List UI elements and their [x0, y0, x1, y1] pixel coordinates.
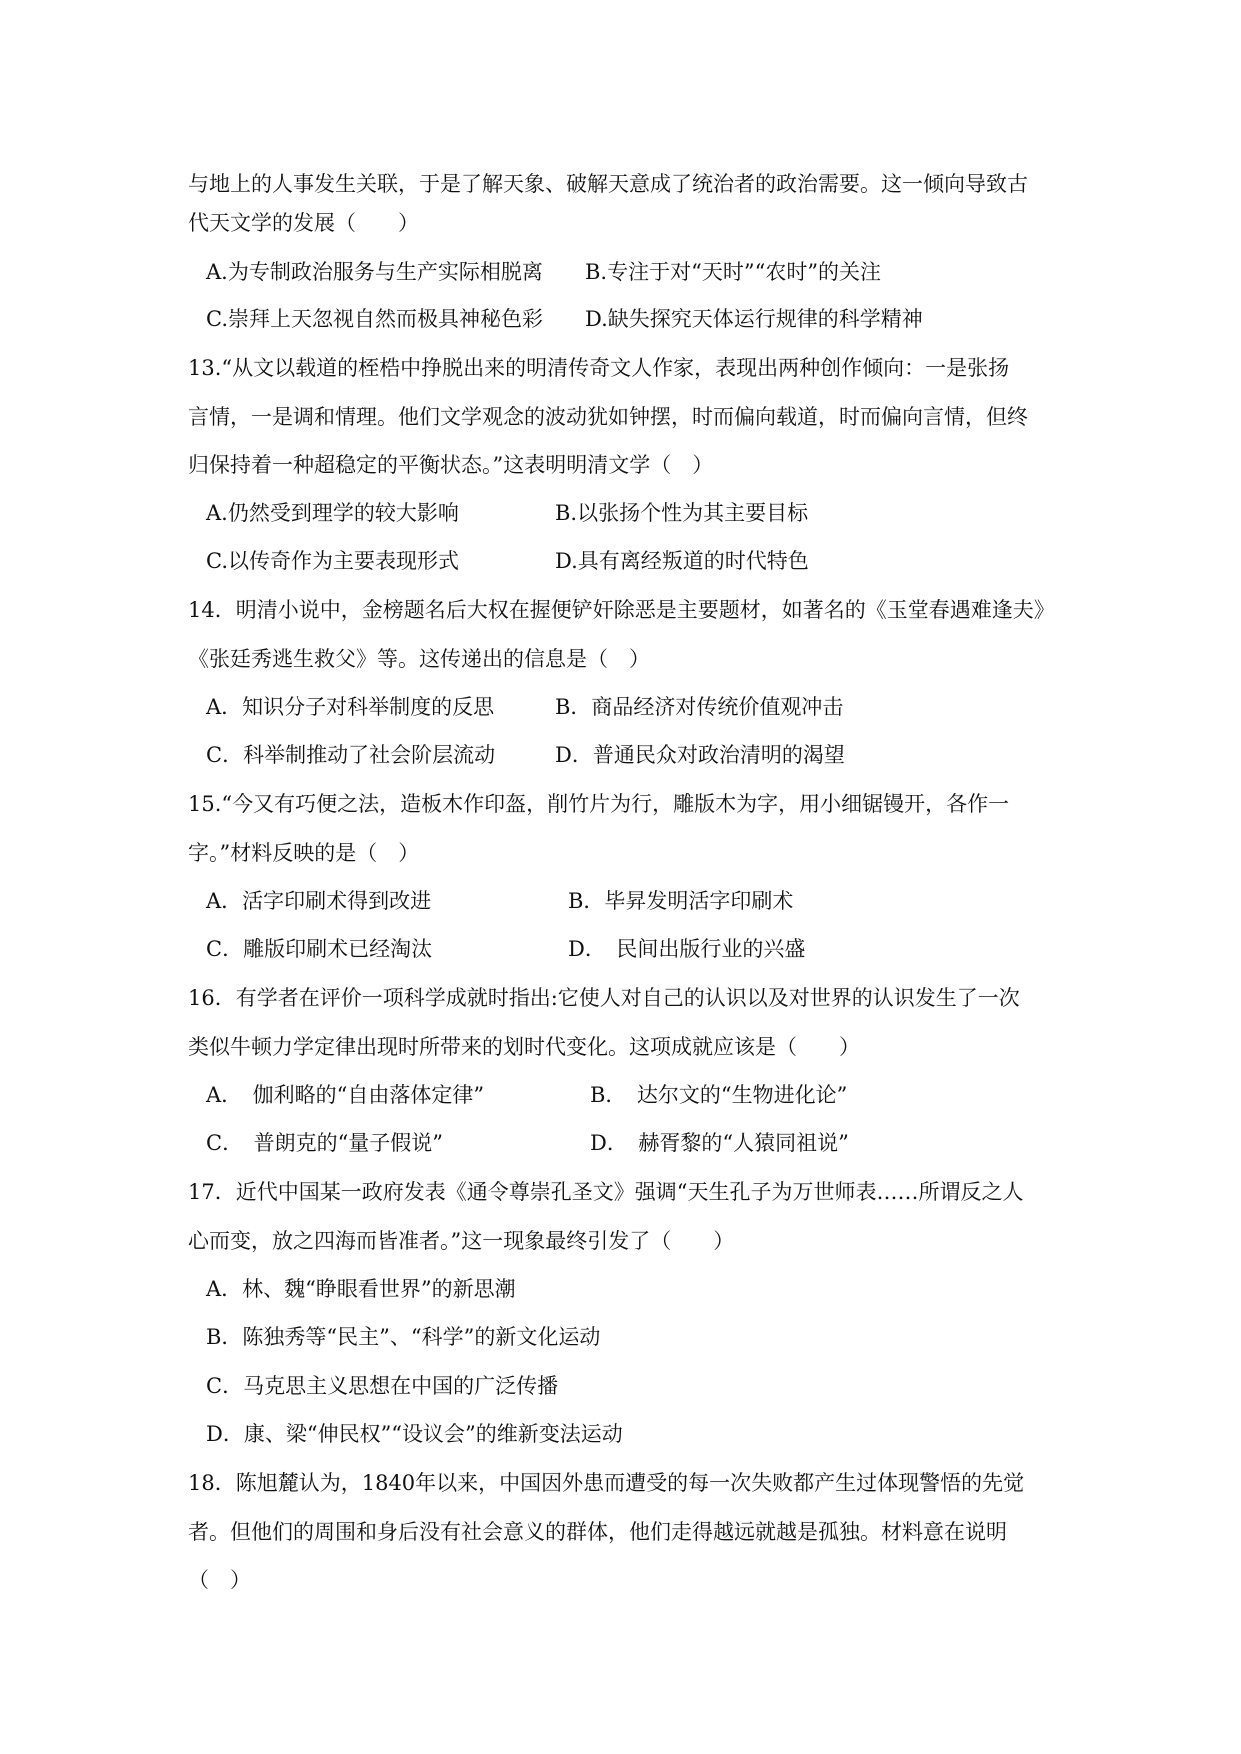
q14-option-c: C．科举制推动了社会阶层流动: [206, 743, 496, 767]
q13-line-3: 归保持着一种超稳定的平衡状态。”这表明明清文学（ ）: [188, 453, 714, 477]
q15-option-a: A．活字印刷术得到改进: [206, 889, 432, 913]
q13-option-b: B.以张扬个性为其主要目标: [555, 501, 809, 525]
q16-line-1: 16．有学者在评价一项科学成就时指出:它使人对自己的认识以及对世界的认识发生了一次: [188, 986, 1020, 1010]
q12-option-d: D.缺失探究天体运行规律的科学精神: [585, 307, 923, 331]
q16-option-a: A． 伽利略的“自由落体定律”: [206, 1083, 485, 1107]
q13-option-a: A.仍然受到理学的较大影响: [206, 501, 459, 525]
q12-line-2: 代天文学的发展（ ）: [188, 211, 419, 235]
q16-option-d: D． 赫胥黎的“人猿同祖说”: [590, 1131, 849, 1155]
q14-option-d: D．普通民众对政治清明的渴望: [555, 743, 845, 767]
q14-option-b: B．商品经济对传统价值观冲击: [555, 695, 844, 719]
q15-line-2: 字。”材料反映的是（ ）: [188, 841, 420, 865]
q15-option-c: C．雕版印刷术已经淘汰: [206, 937, 433, 961]
q16-option-c: C． 普朗克的“量子假说”: [206, 1131, 444, 1155]
q16-option-b: B． 达尔文的“生物进化论”: [590, 1083, 848, 1107]
q15-line-1: 15.“今又有巧便之法，造板木作印盔，削竹片为行，雕版木为字，用小细锯镘开，各作一: [188, 792, 1010, 816]
q18-line-2: 者。但他们的周围和身后没有社会意义的群体，他们走得越远就越是孤独。材料意在说明: [188, 1520, 1007, 1544]
q12-line-1: 与地上的人事发生关联，于是了解天象、破解天意成了统治者的政治需要。这一倾向导致古: [188, 172, 1028, 196]
q14-line-1: 14．明清小说中，金榜题名后大权在握便铲奸除恶是主要题材，如著名的《玉堂春遇难逢夫》: [188, 598, 1055, 622]
q18-line-1: 18．陈旭麓认为，1840年以来，中国因外患而遭受的每一次失败都产生过体现警悟的先觉: [188, 1471, 1025, 1495]
q15-option-b: B．毕昇发明活字印刷术: [568, 889, 794, 913]
q12-option-c: C.崇拜上天忽视自然而极具神秘色彩: [206, 307, 543, 331]
q17-option-b: B．陈独秀等“民主”、“科学”的新文化运动: [206, 1325, 601, 1349]
q17-option-a: A．林、魏“睁眼看世界”的新思潮: [206, 1277, 516, 1301]
q13-option-d: D.具有离经叛道的时代特色: [555, 549, 809, 573]
q18-line-3: （ ）: [188, 1568, 251, 1592]
q17-line-1: 17．近代中国某一政府发表《通令尊崇孔圣文》强调“天生孔子为万世师表……所谓反之人: [188, 1180, 1024, 1204]
q17-line-2: 心而变，放之四海而皆准者。”这一现象最终引发了（ ）: [188, 1229, 735, 1253]
q13-line-1: 13.“从文以载道的桎梏中挣脱出来的明清传奇文人作家，表现出两种创作倾向：一是张扬: [188, 356, 1010, 380]
q14-option-a: A．知识分子对科举制度的反思: [206, 695, 495, 719]
q13-option-c: C.以传奇作为主要表现形式: [206, 549, 459, 573]
q17-option-c: C．马克思主义思想在中国的广泛传播: [206, 1374, 559, 1398]
q16-line-2: 类似牛顿力学定律出现时所带来的划时代变化。这项成就应该是（ ）: [188, 1035, 860, 1059]
q17-option-d: D．康、梁“伸民权”“设议会”的维新变法运动: [206, 1422, 623, 1446]
q12-option-b: B.专注于对“天时”“农时”的关注: [585, 260, 882, 284]
q15-option-d: D． 民间出版行业的兴盛: [568, 937, 806, 961]
q14-line-2: 《张廷秀逃生救父》等。这传递出的信息是（ ）: [188, 647, 650, 671]
q12-option-a: A.为专制政治服务与生产实际相脱离: [206, 260, 543, 284]
q13-line-2: 言情，一是调和情理。他们文学观念的波动犹如钟摆，时而偏向载道，时而偏向言情，但终: [188, 405, 1028, 429]
